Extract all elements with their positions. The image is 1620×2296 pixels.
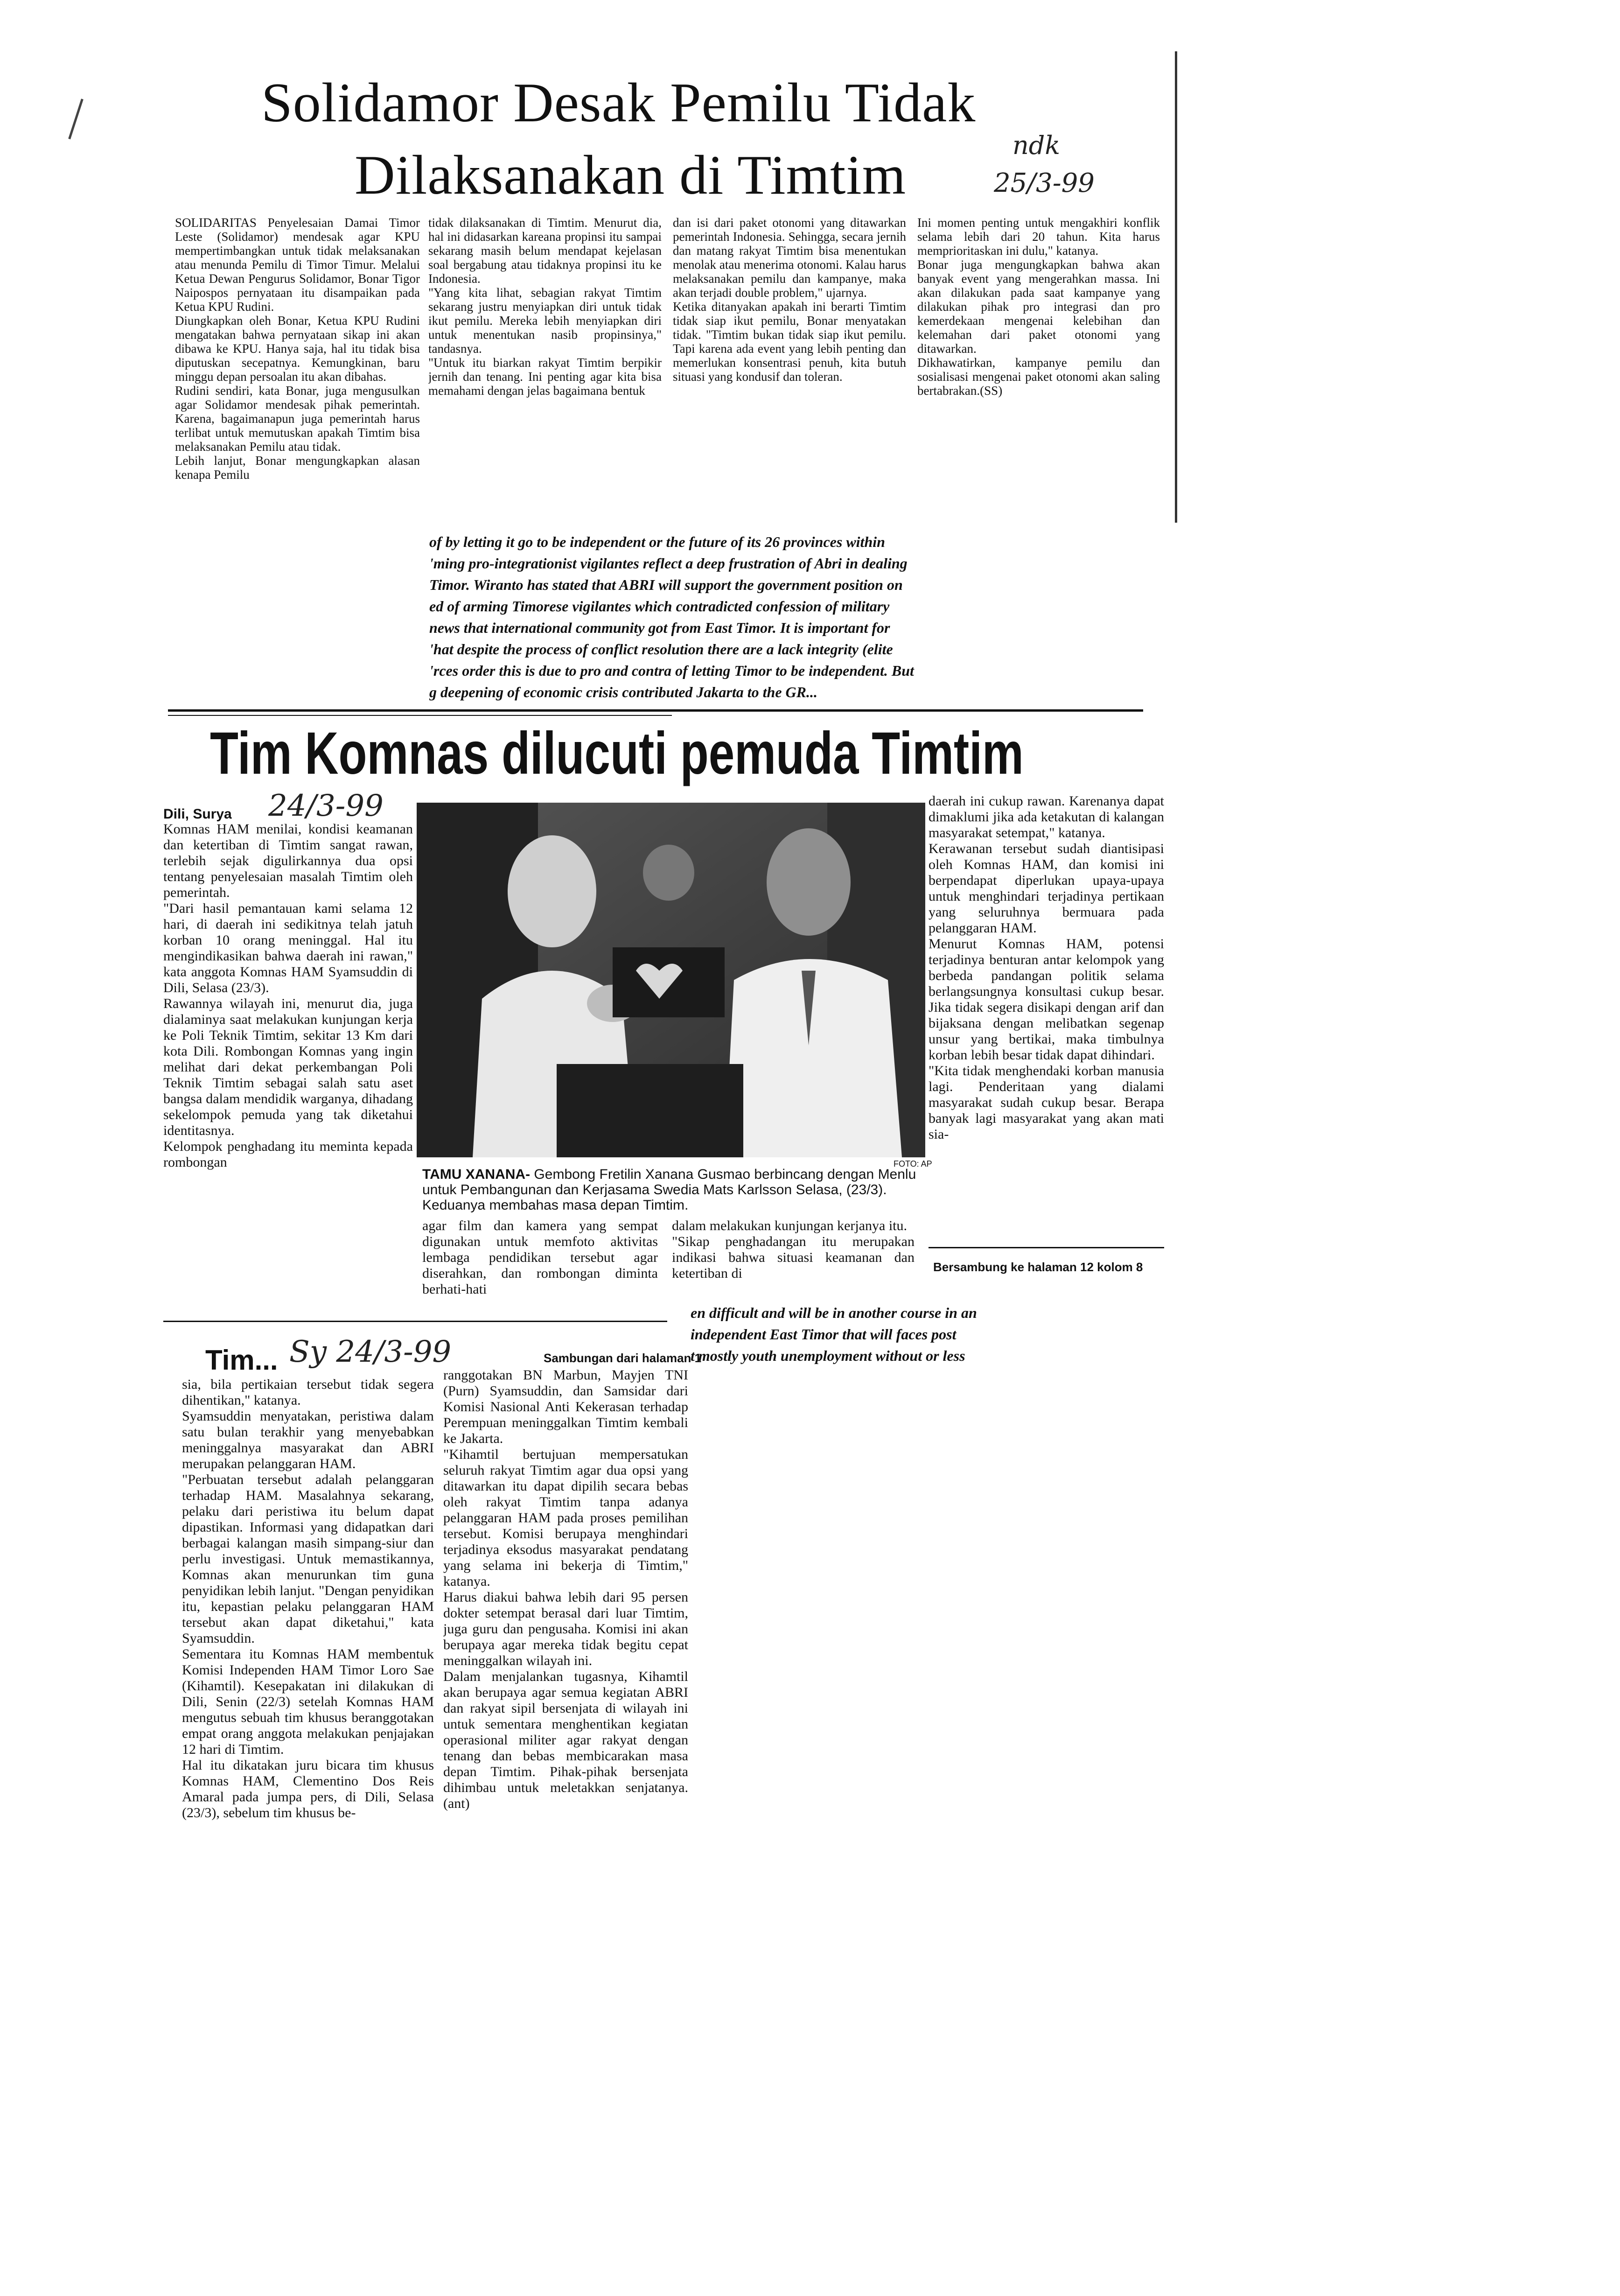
article2-column-3: dalam melakukan kunjungan kerjanya itu. "Sikap penghadangan itu merupakan indikasi bahwa situasi keamanan dan ketertiban di xyxy=(672,1218,915,1281)
page-edge-line xyxy=(1175,51,1177,523)
overlay-english-notes-1: of by letting it go to be independent or the future of its 26 provinces within 'ming pro-integrationist vigilantes reflect a deep frustration of Abri in dealing Timor. Wiranto has stated that ABRI will support the government position on ed of arming Timorese vigilantes which contradicted confession of military news that international community got from East Timor. It is important for 'hat despite the process of conflict resolution there are a lack integrity (elite 'rces order this is due to pro and contra of letting Timor to be independent. But g deepening of economic crisis contributed Jakarta to the GR... xyxy=(429,533,914,700)
news-photo-image xyxy=(417,803,925,1157)
article1-headline-line2: Dilaksanakan di Timtim xyxy=(355,144,907,206)
article1-column-2: tidak dilaksanakan di Timtim. Menurut dia, hal ini didasarkan kareana propinsi itu sampai sekarang masih belum mendapat kejelasan soal bergabung atau tidaknya propinsi itu ke Indonesia. "Yang kita lihat, sebagian rakyat Timtim sekarang justru menyiapkan diri untuk tidak ikut pemilu. Mereka lebih menyiapkan diri untuk menentukan nasib propinsinya," tandasnya. "Untuk itu biarkan rakyat Timtim berpikir jernih dan tenang. Ini penting agar kita bisa memahami dengan jelas bagaimana bentuk xyxy=(428,216,662,398)
article2-headline: Tim Komnas dilucuti pemuda Timtim xyxy=(210,720,1024,787)
article3-header: Tim... xyxy=(205,1344,278,1376)
section-divider-1b xyxy=(168,715,672,716)
section-divider-2 xyxy=(163,1321,667,1322)
overlay-english-notes-2: en difficult and will be in another course in an independent East Timor that will faces post t mostly youth unemployment without or less xyxy=(691,1304,977,1364)
article3-column-1: sia, bila pertikaian tersebut tidak segera dihentikan," katanya. Syamsuddin menyatakan, peristiwa dalam satu bulan terakhir yang menyebabkan meninggalnya masyarakat dan ABRI merupakan pelanggaran HAM. "Perbuatan tersebut adalah pelanggaran terhadap HAM. Masalahnya sekarang, pelaku dari peristiwa itu belum dapat dipastikan. Informasi yang didapatkan dari berbagai kalangan masih simpang-siur dan perlu investigasi. Untuk memastikannya, Komnas akan menurunkan tim guna penyidikan lebih lanjut. "Dengan penyidikan itu, kepastian pelaku pelanggaran HAM tersebut akan dapat diketahui," kata Syamsuddin. Sementara itu Komnas HAM membentuk Komisi Independen HAM Timor Loro Sae (Kihamtil). Kesepakatan ini dilakukan di Dili, Senin (22/3) setelah Komnas HAM mengutus sebuah tim khusus beranggotakan empat orang anggota melakukan penjajakan 12 hari di Timtim. Hal itu dikatakan juru bicara tim khusus Komnas HAM, Clementino Dos Reis Amaral pada jumpa pers, di Dili, Selasa (23/3), sebelum tim khusus be- xyxy=(182,1377,434,1820)
section-divider-1 xyxy=(168,709,1143,712)
handwritten-note-3: Sy 24/3-99 xyxy=(289,1335,452,1369)
continuation-source: Sambungan dari halaman 1 xyxy=(544,1351,702,1365)
article1-column-4: Ini momen penting untuk mengakhiri konflik selama lebih dari 20 tahun. Kita harus memprioritaskan ini dulu," katanya. Bonar juga mengungkapkan bahwa akan banyak event yang mengerahkan massa. Ini akan dilakukan pada saat kampanye yang dilakukan pihak pro integrasi dan pro kemerdekaan mengenai kelebihan dan kelemahan dari paket otonomi yang ditawarkan. Dikhawatirkan, kampanye pemilu dan sosialisasi mengenai paket otonomi akan saling bertabrakan.(SS) xyxy=(917,216,1160,398)
continued-divider xyxy=(929,1247,1164,1248)
handwritten-source-note: ndk xyxy=(1012,131,1061,160)
article2-column-1: Komnas HAM menilai, kondisi keamanan dan ketertiban di Timtim sangat rawan, terlebih sejak digulirkannya dua opsi tentang penyelesaian masalah Timtim oleh pemerintah. "Dari hasil pemantauan kami selama 12 hari, di daerah ini sedikitnya telah jatuh korban 10 orang meninggal. Hal itu mengindikasikan bahwa daerah ini rawan," kata anggota Komnas HAM Syamsuddin di Dili, Selasa (23/3). Rawannya wilayah ini, menurut dia, juga dialaminya saat melakukan kunjungan kerja ke Poli Teknik Timtim, sekitar 13 Km dari kota Dili. Rombongan Komnas yang ingin melihat dari dekat perkembangan Poli Teknik Timtim sebagai salah satu aset bangsa dalam mendidik warganya, dihadang sekelompok pemuda yang tak diketahui identitasnya. Kelompok penghadang itu meminta kepada rombongan xyxy=(163,821,413,1170)
photo-caption-text: Gembong Fretilin Xanana Gusmao berbincang dengan Menlu untuk Pembangunan dan Kerjasama Swedia Mats Karlsson Selasa, (23/3). Keduanya membahas masa depan Timtim. xyxy=(422,1167,916,1213)
article1-headline-line1: Solidamor Desak Pemilu Tidak xyxy=(261,71,976,133)
continued-notice: Bersambung ke halaman 12 kolom 8 xyxy=(933,1260,1143,1274)
scan-margin-mark xyxy=(68,98,84,139)
article3-column-2: ranggotakan BN Marbun, Mayjen TNI (Purn) Syamsuddin, dan Samsidar dari Komisi Nasional Anti Kekerasan terhadap Perempuan meninggalkan Timtim kembali ke Jakarta. "Kihamtil bertujuan mempersatukan seluruh rakyat Timtim agar dua opsi yang ditawarkan itu dapat dipilih secara bebas oleh rakyat Timtim tanpa adanya pelanggaran HAM pada proses pemilihan tersebut. Komisi berupaya menghindari terjadinya eksodus masyarakat pendatang yang selama ini bekerja di Timtim," katanya. Harus diakui bahwa lebih dari 95 persen dokter setempat berasal dari luar Timtim, juga guru dan pengusaha. Komisi ini akan berupaya agar mereka tidak begitu cepat meninggalkan wilayah ini. Dalam menjalankan tugasnya, Kihamtil akan berupaya agar semua kegiatan ABRI dan rakyat sipil bersenjata di wilayah ini untuk sementara menghentikan kegiatan operasional militer agar rakyat dengan tenang dan bebas membicarakan masa depan Timtim. Pihak-pihak bersenjata dihimbau untuk meletakkan senjatanya. (ant) xyxy=(443,1367,688,1811)
article2-column-4: daerah ini cukup rawan. Karenanya dapat dimaklumi jika ada ketakutan di kalangan masyarakat setempat," katanya. Kerawanan tersebut sudah diantisipasi oleh Komnas HAM, dan komisi ini berpendapat diperlukan upaya-upaya untuk menghindari terjadinya pertikaan yang seluruhnya bermuara pada pelanggaran HAM. Menurut Komnas HAM, potensi terjadinya benturan antar kelompok yang berbeda pandangan politik selama berlangsungnya konsultasi cukup besar. Jika tidak segera disikapi dengan arif dan bijaksana dengan melibatkan segenap unsur yang bertikai, maka timbulnya korban lebih besar tidak dapat dihindari. "Kita tidak menghendaki korban manusia lagi. Penderitaan yang dialami masyarakat sudah cukup besar. Berapa banyak lagi masyarakat yang akan mati sia- xyxy=(929,793,1164,1142)
article1-column-3: dan isi dari paket otonomi yang ditawarkan pemerintah Indonesia. Sehingga, secara jernih dan matang rakyat Timtim bisa menentukan menolak atau menerima otonomi. Kalau harus melaksanakan pemilu dan kampanye, maka akan terjadi double problem," ujarnya. Ketika ditanyakan apakah ini berarti Timtim tidak siap ikut pemilu, Bonar menyatakan tidak. "Timtim bukan tidak siap ikut pemilu. Tapi karena ada event yang lebih penting dan memerlukan konsentrasi penuh, kita butuh situasi yang kondusif dan toleran. xyxy=(673,216,906,384)
article1-column-1: SOLIDARITAS Penyelesaian Damai Timor Leste (Solidamor) mendesak agar KPU mempertimbangkan untuk tidak melaksanakan atau menunda Pemilu di Timor Timur. Melalui Ketua Dewan Pengurus Solidamor, Bonar Tigor Naipospos pernyataan itu disampaikan pada Ketua KPU Rudini. Diungkapkan oleh Bonar, Ketua KPU Rudini mengatakan bahwa pernyataan sikap ini akan dibawa ke KPU. Hanya saja, hal itu tidak bisa diputuskan secepatnya. Kemungkinan, baru minggu depan persoalan itu akan dibahas. Rudini sendiri, kata Bonar, juga mengusulkan agar Solidamor mendesak pihak pemerintah. Karena, bagaimanapun juga pemerintah harus terlibat untuk memutuskan apakah Timtim bisa melaksanakan Pemilu atau tidak. Lebih lanjut, Bonar mengungkapkan alasan kenapa Pemilu xyxy=(175,216,420,482)
news-photo xyxy=(417,803,925,1157)
article2-column-2: agar film dan kamera yang sempat digunakan untuk memfoto aktivitas lembaga pendidikan tersebut agar diserahkan, dan rombongan diminta berhati-hati xyxy=(422,1218,658,1297)
article2-dateline: Dili, Surya xyxy=(163,806,232,822)
handwritten-date-note: 25/3-99 xyxy=(994,168,1095,198)
photo-credit: FOTO: AP xyxy=(894,1159,932,1169)
photo-caption xyxy=(422,1167,926,1213)
handwritten-date-note-2: 24/3-99 xyxy=(268,789,384,823)
photo-caption-lead: TAMU XANANA- xyxy=(422,1167,531,1182)
